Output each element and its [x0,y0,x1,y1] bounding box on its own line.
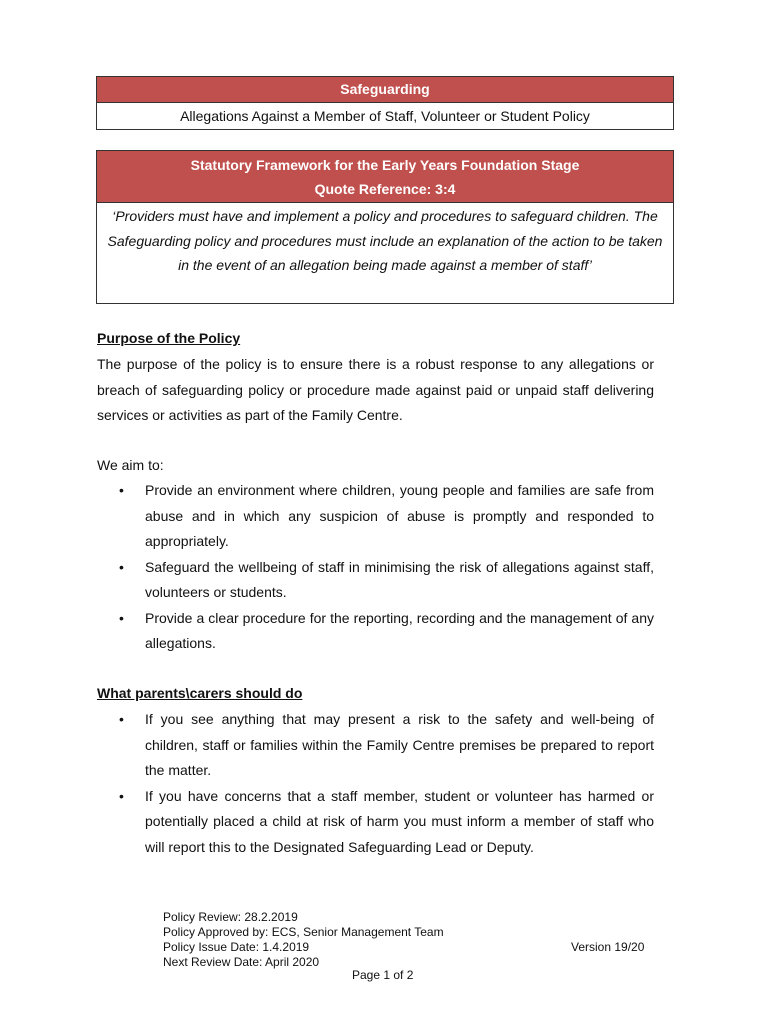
framework-header [97,151,673,203]
bullet-icon: • [119,558,124,575]
policy-title-box [96,76,674,130]
bullet-icon: • [119,609,124,626]
list-item-text: If you see anything that may present a risk to the safety and well-being of children, staff or families within the Family Centre premises be prepared to report the matter. [145,711,654,778]
framework-quote: ‘Providers must have and implement a policy and procedures to safeguard children. The Safeguarding policy and procedures must include an explanation of the action to be taken in the event of an allegation being made against a member of staff’ [107,208,663,273]
bullet-icon: • [119,711,124,727]
list-item-text: Provide a clear procedure for the reporting, recording and the management of any allegations. [145,609,654,651]
list-item-text: If you have concerns that a staff member, student or volunteer has harmed or potentially placed a child at risk of harm you must inform a member of staff who will report this to the Designated Safeguarding Lead or Deputy. [145,787,654,855]
version-label: Version 19/20 [571,940,645,954]
next-review-date: Next Review Date: April 2020 [163,955,320,969]
footer-info [163,910,444,970]
aims-list [97,478,654,657]
statutory-framework-box [96,150,674,304]
quote-reference: Quote Reference: 3:4 [314,181,456,197]
framework-title: Statutory Framework for the Early Years Foundation Stage [190,157,580,173]
list-item [97,784,654,861]
list-item-text: Safeguard the wellbeing of staff in minimising the risk of allegations against staff, volunteers or students. [145,558,654,600]
list-item [97,707,654,784]
list-item-text: Provide an environment where children, young people and families are safe from abuse and in which any suspicion of abuse is promptly and responded to appropriately. [145,482,654,549]
parents-heading: What parents\carers should do [97,685,303,701]
aims-intro: We aim to: [97,457,164,473]
policy-subtitle: Allegations Against a Member of Staff, Volunteer or Student Policy [180,108,590,124]
bullet-icon: • [119,482,124,498]
bullet-icon: • [119,787,124,804]
parents-list [97,707,654,860]
list-item [97,555,654,606]
policy-approved: Policy Approved by: ECS, Senior Management Team [163,925,444,939]
list-item [97,478,654,555]
policy-issue-date: Policy Issue Date: 1.4.2019 [163,940,310,954]
page-number: Page 1 of 2 [352,968,414,982]
policy-title: Safeguarding [97,77,673,103]
list-item [97,606,654,657]
purpose-heading: Purpose of the Policy [97,330,241,346]
policy-review: Policy Review: 28.2.2019 [163,910,298,924]
purpose-text: The purpose of the policy is to ensure there is a robust response to any allegations or breach of safeguarding policy or procedure made against paid or unpaid staff delivering services or activities as part of the Family Centre. [97,356,654,423]
